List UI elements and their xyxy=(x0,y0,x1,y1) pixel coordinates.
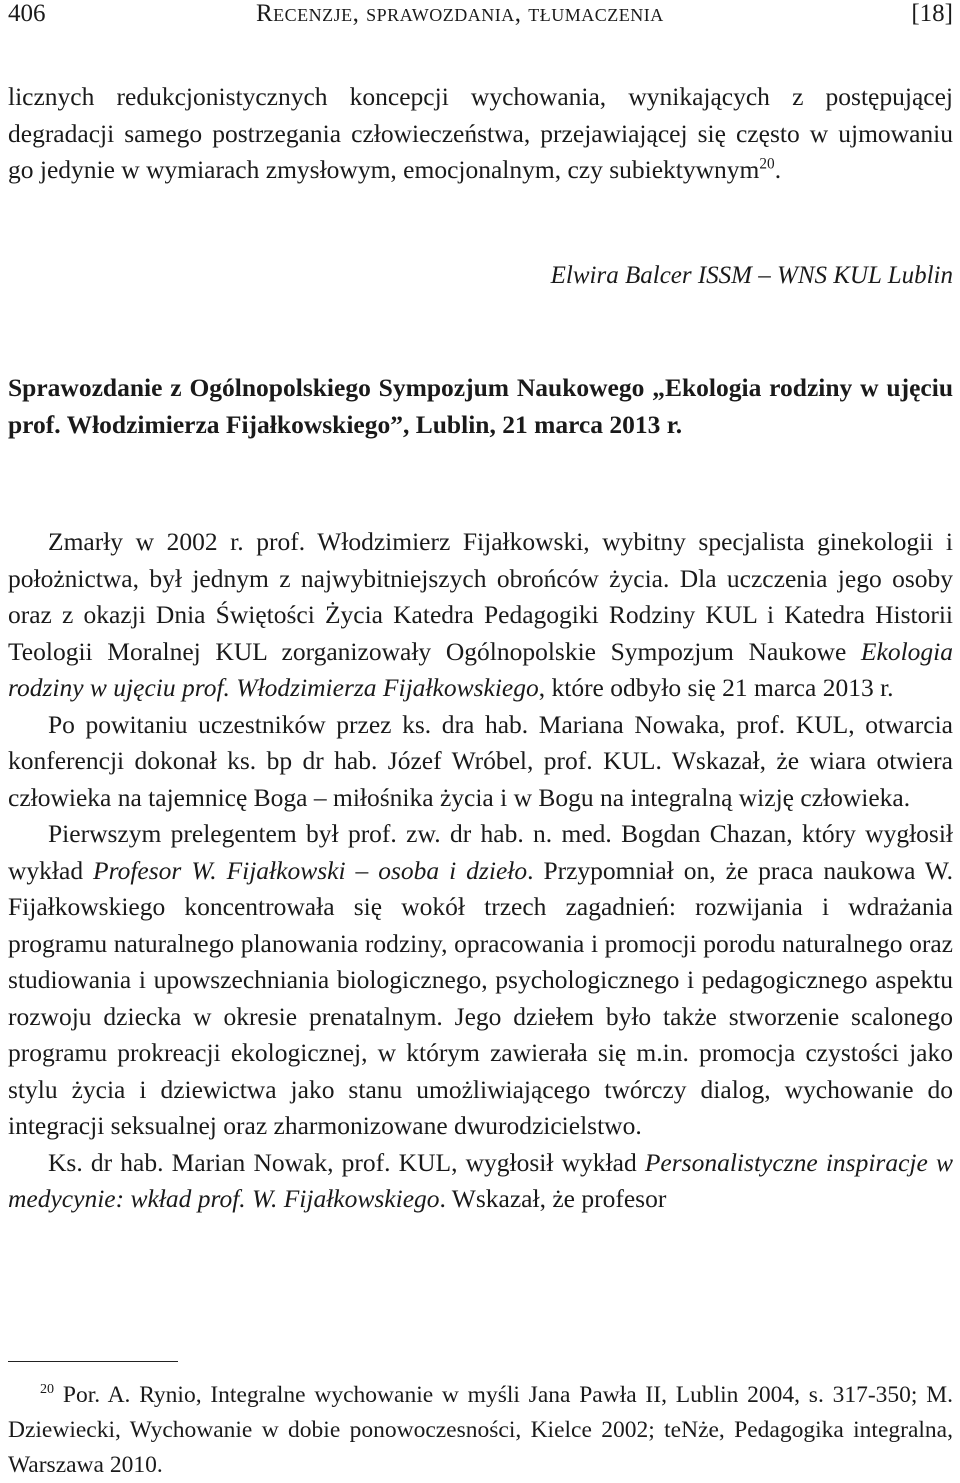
intro-text: licznych redukcjonistycznych koncepcji wychowania, wynikających z postępującej degradacji samego postrzegania człowieczeństwa, przejawiającej się często w ujmowaniu go jedynie w wymiarach zmysłowym, emocjonalnym, czy subiektywnym xyxy=(8,82,953,184)
paragraph-3 xyxy=(8,816,953,1145)
running-title: Recenzje, sprawozdania, tłumaczenia xyxy=(256,0,664,27)
symposium-title: Ekologia rodziny w ujęciu prof. Włodzimierza Fijałkowskiego xyxy=(8,636,953,702)
report-body xyxy=(8,524,953,1218)
paragraph-4 xyxy=(8,1145,953,1218)
footnote xyxy=(8,1378,953,1483)
report-title: Sprawozdanie z Ogólnopolskiego Sympozjum Naukowego „Ekologia rodziny w ujęciu prof. Włodzimierza Fijałkowskiego”, Lublin, 21 marca 2013 r. xyxy=(8,373,953,439)
page xyxy=(8,0,953,1478)
footnote-number: 20 xyxy=(40,1381,55,1398)
paragraph-1-end: , które odbyło się 21 marca 2013 r. xyxy=(538,673,894,702)
page-number: 406 xyxy=(8,0,46,27)
lecture-title-1: Profesor W. Fijałkowski – osoba i dzieło xyxy=(93,855,528,885)
paragraph-2: Po powitaniu uczestników przez ks. dra hab. Mariana Nowaka, prof. KUL, otwarcia konferencji dokonał ks. bp dr hab. Józef Wróbel, prof. KUL. Wskazał, że wiara otwiera człowieka na tajemnicę Boga – miłośnika życia i w Bogu na integralną wizję człowieka. xyxy=(8,709,953,812)
section-number: [18] xyxy=(911,0,953,27)
footnote-ref: 20 xyxy=(759,155,775,173)
paragraph-3-text: Pierwszym prelegentem był prof. zw. dr hab. n. med. Bogdan Chazan, który wygłosił wykład xyxy=(8,819,953,885)
footnote-rule xyxy=(8,1361,178,1362)
footnote-text: Por. A. Rynio, Integralne wychowanie w myśli Jana Pawła II, Lublin 2004, s. 317-350; M. Dziewiecki, Wychowanie w dobie ponowoczesności, Kielce 2002; teNże, Pedagogika integralna, Warszawa 2010. xyxy=(8,1382,953,1478)
paragraph-1 xyxy=(8,524,953,707)
page-header xyxy=(8,0,953,40)
review-author: Elwira Balcer ISSM – WNS KUL Lublin xyxy=(550,262,953,289)
intro-end: . xyxy=(774,155,782,184)
paragraph-1-text: Zmarły w 2002 r. prof. Włodzimierz Fijałkowski, wybitny specjalista ginekologii i położnictwa, był jednym z najwybitniejszych obrońców życia. Dla uczczenia jego osoby oraz z okazji Dnia Świętości Życia Katedra Pedagogiki Rodziny KUL i Katedra Historii Teologii Moralnej KUL zorganizowały Ogólnopolskie Sympozjum Naukowe xyxy=(8,527,953,666)
paragraph-4-text: Ks. dr hab. Marian Nowak, prof. KUL, wygłosił wykład xyxy=(48,1147,645,1177)
lecture-title-2: Personalistyczne inspiracje w medycynie: wkład prof. W. Fijałkowskiego xyxy=(8,1147,953,1213)
paragraph-4-end: . Wskazał, że profesor xyxy=(439,1184,667,1213)
paragraph-3-end: . Przypomniał on, że praca naukowa W. Fijałkowskiego koncentrowała się wokół trzech zagadnień: rozwijania i wdrażania programu naturalnego planowania rodziny, opracowania i promocji porodu naturalnego oraz studiowania i upowszechniania biologicznego, psychologicznego i pedagogicznego aspektu rozwoju dziecka w okresie prenatalnym. Jego dziełem było także stworzenie scalonego programu prokreacji ekologicznej, w którym zawierała się m.in. promocja czystości jako stylu życia i dziewictwa jako stanu umożliwiającego twórczy dialog, wychowanie do integracji seksualnej oraz zharmonizowane dwurodzicielstwo. xyxy=(8,855,953,1140)
intro-paragraph xyxy=(8,79,953,189)
